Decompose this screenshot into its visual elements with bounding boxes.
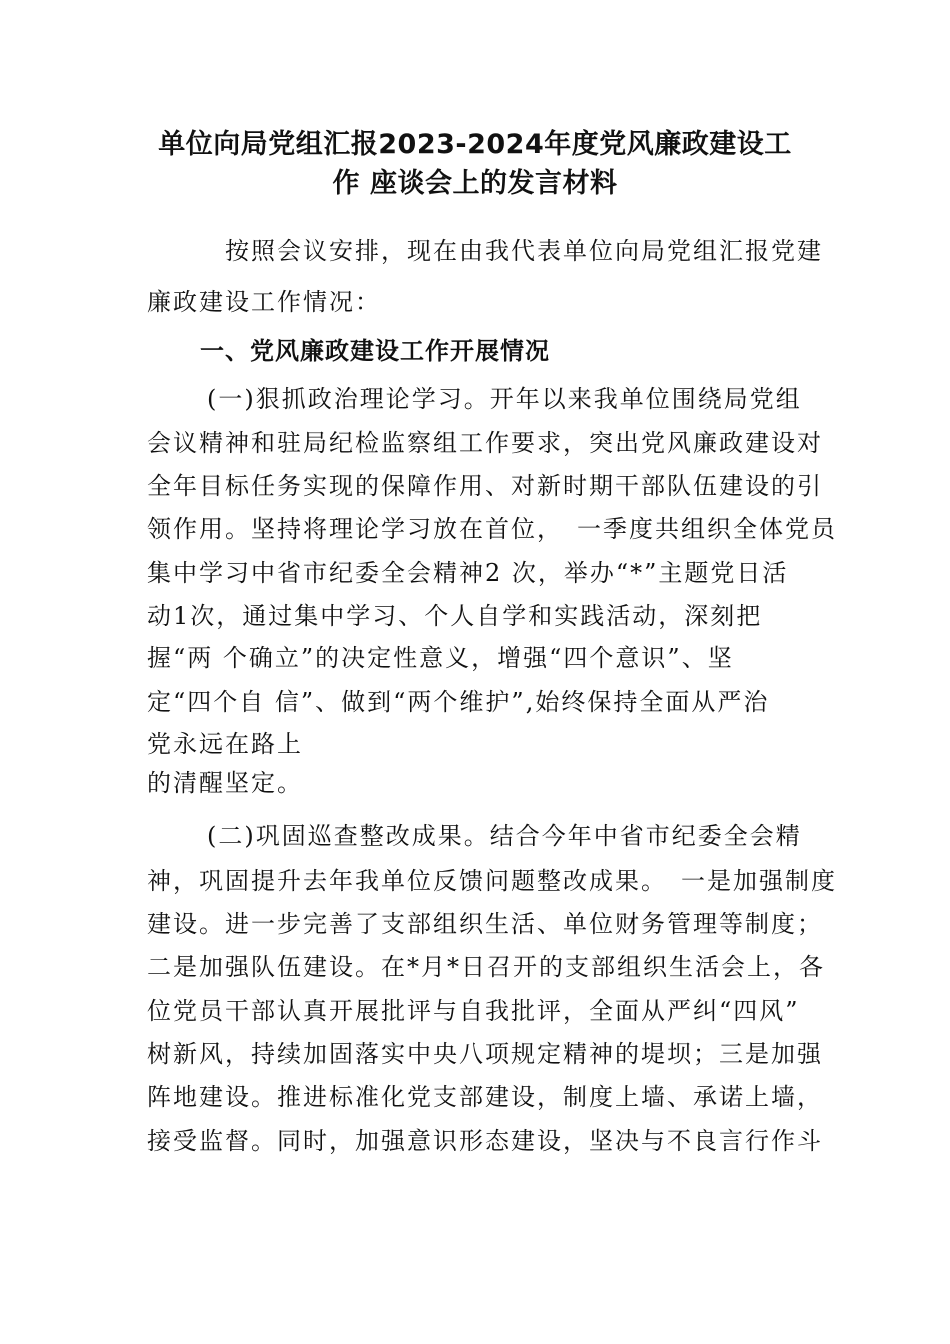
intro-line-2: 廉政建设工作情况： (147, 288, 381, 316)
document-title-line-2: 作 座谈会上的发言材料 (332, 168, 618, 199)
paragraph-1-line-10: 的清醒坚定。 (147, 769, 303, 797)
paragraph-2-line-4: 二是加强队伍建设。在*月*日召开的支部组织生活会上，各 (147, 953, 825, 981)
paragraph-1-line-2: 会议精神和驻局纪检监察组工作要求，突出党风廉政建设对 (147, 429, 823, 457)
paragraph-1-line-7: 握“两 个确立”的决定性意义，增强“四个意识”、坚 (147, 644, 734, 672)
paragraph-1-line-1: (一)狠抓政治理论学习。开年以来我单位围绕局党组 (207, 385, 802, 413)
paragraph-2-line-3: 建设。进一步完善了支部组织生活、单位财务管理等制度； (147, 910, 823, 938)
paragraph-1-line-5: 集中学习中省市纪委全会精神2 次，举办“*”主题党日活 (147, 559, 789, 587)
paragraph-1-line-3: 全年目标任务实现的保障作用、对新时期干部队伍建设的引 (147, 472, 823, 500)
paragraph-2-line-1: (二)巩固巡查整改成果。结合今年中省市纪委全会精 (207, 822, 802, 850)
paragraph-2-line-8: 接受监督。同时，加强意识形态建设，坚决与不良言行作斗 (147, 1127, 823, 1155)
paragraph-1-line-9: 党永远在路上 (147, 730, 303, 758)
paragraph-2-line-6: 树新风，持续加固落实中央八项规定精神的堤坝；三是加强 (147, 1040, 823, 1068)
paragraph-1-line-6: 动1次，通过集中学习、个人自学和实践活动，深刻把 (147, 602, 763, 630)
section-heading-1: 一、党风廉政建设工作开展情况 (200, 337, 550, 365)
paragraph-2-line-5: 位党员干部认真开展批评与自我批评，全面从严纠“四风” (147, 997, 800, 1025)
paragraph-1-line-4: 领作用。坚持将理论学习放在首位， 一季度共组织全体党员 (147, 515, 837, 543)
intro-line-1: 按照会议安排，现在由我代表单位向局党组汇报党建 (225, 237, 823, 265)
paragraph-2-line-2: 神，巩固提升去年我单位反馈问题整改成果。 一是加强制度 (147, 867, 837, 895)
paragraph-1-line-8: 定“四个自 信”、做到“两个维护”,始终保持全面从严治 (147, 688, 770, 716)
paragraph-2-line-7: 阵地建设。推进标准化党支部建设，制度上墙、承诺上墙， (147, 1083, 823, 1111)
document-title-line-1: 单位向局党组汇报2023-2024年度党风廉政建设工 (158, 129, 792, 160)
